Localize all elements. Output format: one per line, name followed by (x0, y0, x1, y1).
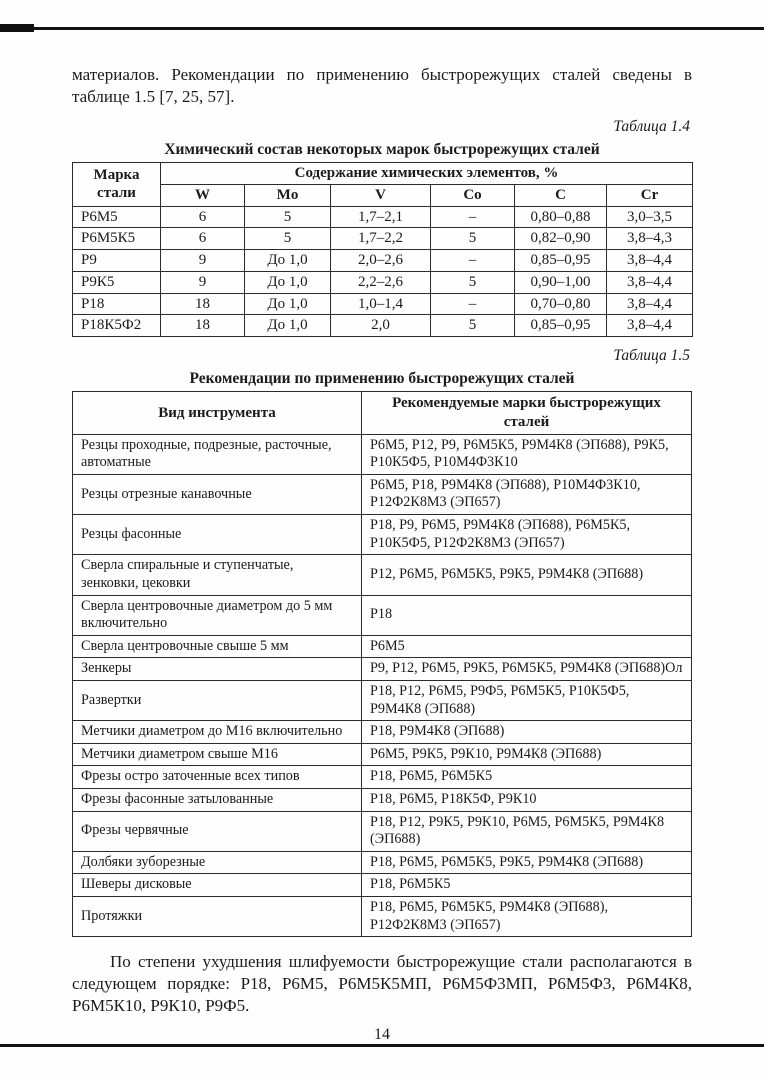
tool-type-cell: Развертки (73, 680, 362, 720)
recommended-grades-cell: Р6М5, Р18, Р9М4К8 (ЭП688), Р10М4Ф3К10, Р12Ф2К8М3 (ЭП657) (362, 474, 692, 514)
grade-column-header: Марка стали (73, 163, 161, 207)
recommendation-row (73, 635, 692, 658)
recommendation-row (73, 555, 692, 595)
composition-value-cell: До 1,0 (245, 293, 331, 315)
recommended-grades-cell: Р18, Р9, Р6М5, Р9М4К8 (ЭП688), Р6М5К5, Р10К5Ф5, Р12Ф2К8М3 (ЭП657) (362, 515, 692, 555)
recommendation-row (73, 658, 692, 681)
recommended-grades-cell: Р18, Р12, Р9К5, Р9К10, Р6М5, Р6М5К5, Р9М4К8 (ЭП688) (362, 811, 692, 851)
table14-title: Химический состав некоторых марок быстрорежущих сталей (164, 140, 600, 158)
composition-value-cell: 1,7–2,1 (331, 206, 431, 228)
tool-type-cell: Метчики диаметром свыше М16 (73, 743, 362, 766)
recommendation-row (73, 897, 692, 937)
steel-grade-cell: Р6М5К5 (73, 228, 161, 250)
composition-value-cell: 2,2–2,6 (331, 271, 431, 293)
page-content (72, 64, 692, 1044)
recommended-grades-cell: Р18 (362, 595, 692, 635)
steel-composition-row (73, 228, 693, 250)
recommendation-row (73, 811, 692, 851)
tool-type-cell: Сверла центровочные свыше 5 мм (73, 635, 362, 658)
composition-value-cell: – (431, 206, 515, 228)
table-header-row (73, 392, 692, 435)
recommended-grades-cell: Р18, Р6М5, Р6М5К5, Р9М4К8 (ЭП688), Р12Ф2К8М3 (ЭП657) (362, 897, 692, 937)
composition-value-cell: 18 (161, 315, 245, 337)
steel-composition-row (73, 206, 693, 228)
composition-value-cell: До 1,0 (245, 315, 331, 337)
tool-type-cell: Зенкеры (73, 658, 362, 681)
composition-value-cell: 1,7–2,2 (331, 228, 431, 250)
table15-title: Рекомендации по применению быстрорежущих сталей (189, 369, 575, 387)
composition-value-cell: 18 (161, 293, 245, 315)
element-header-w: W (161, 184, 245, 206)
composition-value-cell: 3,8–4,4 (607, 315, 693, 337)
composition-value-cell: 6 (161, 206, 245, 228)
composition-value-cell: 3,8–4,3 (607, 228, 693, 250)
steel-composition-row (73, 293, 693, 315)
composition-value-cell: 5 (431, 271, 515, 293)
steel-composition-row (73, 250, 693, 272)
composition-value-cell: – (431, 250, 515, 272)
element-header-mo: Mo (245, 184, 331, 206)
scan-artifact-top-left (0, 24, 34, 32)
recommended-grades-cell: Р9, Р12, Р6М5, Р9К5, Р6М5К5, Р9М4К8 (ЭП688)Ол (362, 658, 692, 681)
recommended-grades-cell: Р6М5, Р9К5, Р9К10, Р9М4К8 (ЭП688) (362, 743, 692, 766)
recommended-grades-cell: Р18, Р6М5, Р6М5К5 (362, 766, 692, 789)
table-subheader-row (73, 184, 693, 206)
recommended-grades-cell: Р6М5 (362, 635, 692, 658)
elements-group-header: Содержание химических элементов, % (161, 163, 693, 185)
tool-type-cell: Сверла центровочные диаметром до 5 мм включительно (73, 595, 362, 635)
recommendation-row (73, 434, 692, 474)
recommendation-row (73, 595, 692, 635)
steel-grade-cell: Р6М5 (73, 206, 161, 228)
tool-type-cell: Долбяки зуборезные (73, 851, 362, 874)
grades-column-header: Рекомендуемые марки быстрорежущих сталей (362, 392, 692, 435)
element-header-co: Co (431, 184, 515, 206)
composition-value-cell: 9 (161, 250, 245, 272)
composition-value-cell: До 1,0 (245, 250, 331, 272)
tool-type-cell: Метчики диаметром до М16 включительно (73, 721, 362, 744)
steel-composition-row (73, 315, 693, 337)
recommendation-row (73, 743, 692, 766)
tool-type-cell: Резцы проходные, подрезные, расточные, автоматные (73, 434, 362, 474)
closing-paragraph: По степени ухудшения шлифуемости быстрорежущие стали располагаются в следующем порядке: Р18, Р6М5, Р6М5К5МП, Р6М5Ф3МП, Р6М5Ф3, Р6М4К8, Р6М5К10, Р9К10, Р9Ф5. (72, 952, 692, 1016)
chemical-composition-table (72, 162, 693, 337)
recommendation-row (73, 474, 692, 514)
recommendation-row (73, 874, 692, 897)
tool-type-cell: Шеверы дисковые (73, 874, 362, 897)
tool-type-cell: Фрезы остро заточенные всех типов (73, 766, 362, 789)
composition-value-cell: 5 (245, 206, 331, 228)
intro-paragraph: материалов. Рекомендации по применению быстрорежущих сталей сведены в таблице 1.5 [7, 25, 57]. (72, 65, 692, 107)
recommendation-row (73, 680, 692, 720)
recommended-grades-cell: Р18, Р6М5, Р18К5Ф, Р9К10 (362, 788, 692, 811)
table14-label: Таблица 1.4 (613, 118, 690, 136)
composition-value-cell: 0,80–0,88 (515, 206, 607, 228)
tool-type-cell: Резцы отрезные канавочные (73, 474, 362, 514)
tool-type-cell: Фрезы фасонные затылованные (73, 788, 362, 811)
composition-value-cell: 3,8–4,4 (607, 250, 693, 272)
steel-grade-cell: Р18 (73, 293, 161, 315)
recommended-grades-cell: Р18, Р12, Р6М5, Р9Ф5, Р6М5К5, Р10К5Ф5, Р9М4К8 (ЭП688) (362, 680, 692, 720)
scan-artifact-top-line (0, 27, 764, 30)
composition-value-cell: 0,85–0,95 (515, 250, 607, 272)
tool-type-cell: Фрезы червячные (73, 811, 362, 851)
composition-value-cell: 0,90–1,00 (515, 271, 607, 293)
recommendation-row (73, 515, 692, 555)
composition-value-cell: 0,82–0,90 (515, 228, 607, 250)
composition-value-cell: – (431, 293, 515, 315)
recommended-grades-cell: Р12, Р6М5, Р6М5К5, Р9К5, Р9М4К8 (ЭП688) (362, 555, 692, 595)
composition-value-cell: 5 (245, 228, 331, 250)
element-header-cr: Cr (607, 184, 693, 206)
steel-grade-cell: Р18К5Ф2 (73, 315, 161, 337)
recommendations-table (72, 391, 692, 937)
recommendation-row (73, 851, 692, 874)
tool-column-header: Вид инструмента (73, 392, 362, 435)
recommendation-row (73, 721, 692, 744)
composition-value-cell: 0,85–0,95 (515, 315, 607, 337)
recommended-grades-cell: Р18, Р6М5К5 (362, 874, 692, 897)
tool-type-cell: Протяжки (73, 897, 362, 937)
composition-value-cell: 5 (431, 228, 515, 250)
steel-grade-cell: Р9 (73, 250, 161, 272)
element-header-v: V (331, 184, 431, 206)
composition-value-cell: 2,0–2,6 (331, 250, 431, 272)
recommended-grades-cell: Р18, Р9М4К8 (ЭП688) (362, 721, 692, 744)
recommended-grades-cell: Р18, Р6М5, Р6М5К5, Р9К5, Р9М4К8 (ЭП688) (362, 851, 692, 874)
composition-value-cell: 6 (161, 228, 245, 250)
table15-label: Таблица 1.5 (613, 347, 690, 365)
composition-value-cell: 9 (161, 271, 245, 293)
composition-value-cell: 3,8–4,4 (607, 293, 693, 315)
steel-grade-cell: Р9К5 (73, 271, 161, 293)
composition-value-cell: 3,0–3,5 (607, 206, 693, 228)
recommended-grades-cell: Р6М5, Р12, Р9, Р6М5К5, Р9М4К8 (ЭП688), Р9К5, Р10К5Ф5, Р10М4Ф3К10 (362, 434, 692, 474)
composition-value-cell: 5 (431, 315, 515, 337)
element-header-c: C (515, 184, 607, 206)
table-header-row (73, 163, 693, 185)
recommendation-row (73, 788, 692, 811)
composition-value-cell: 1,0–1,4 (331, 293, 431, 315)
page-number: 14 (374, 1025, 390, 1043)
composition-value-cell: 0,70–0,80 (515, 293, 607, 315)
composition-value-cell: 3,8–4,4 (607, 271, 693, 293)
tool-type-cell: Сверла спиральные и ступенчатые, зенковки, цековки (73, 555, 362, 595)
composition-value-cell: До 1,0 (245, 271, 331, 293)
steel-composition-row (73, 271, 693, 293)
scan-artifact-bottom-line (0, 1044, 764, 1047)
recommendation-row (73, 766, 692, 789)
composition-value-cell: 2,0 (331, 315, 431, 337)
tool-type-cell: Резцы фасонные (73, 515, 362, 555)
